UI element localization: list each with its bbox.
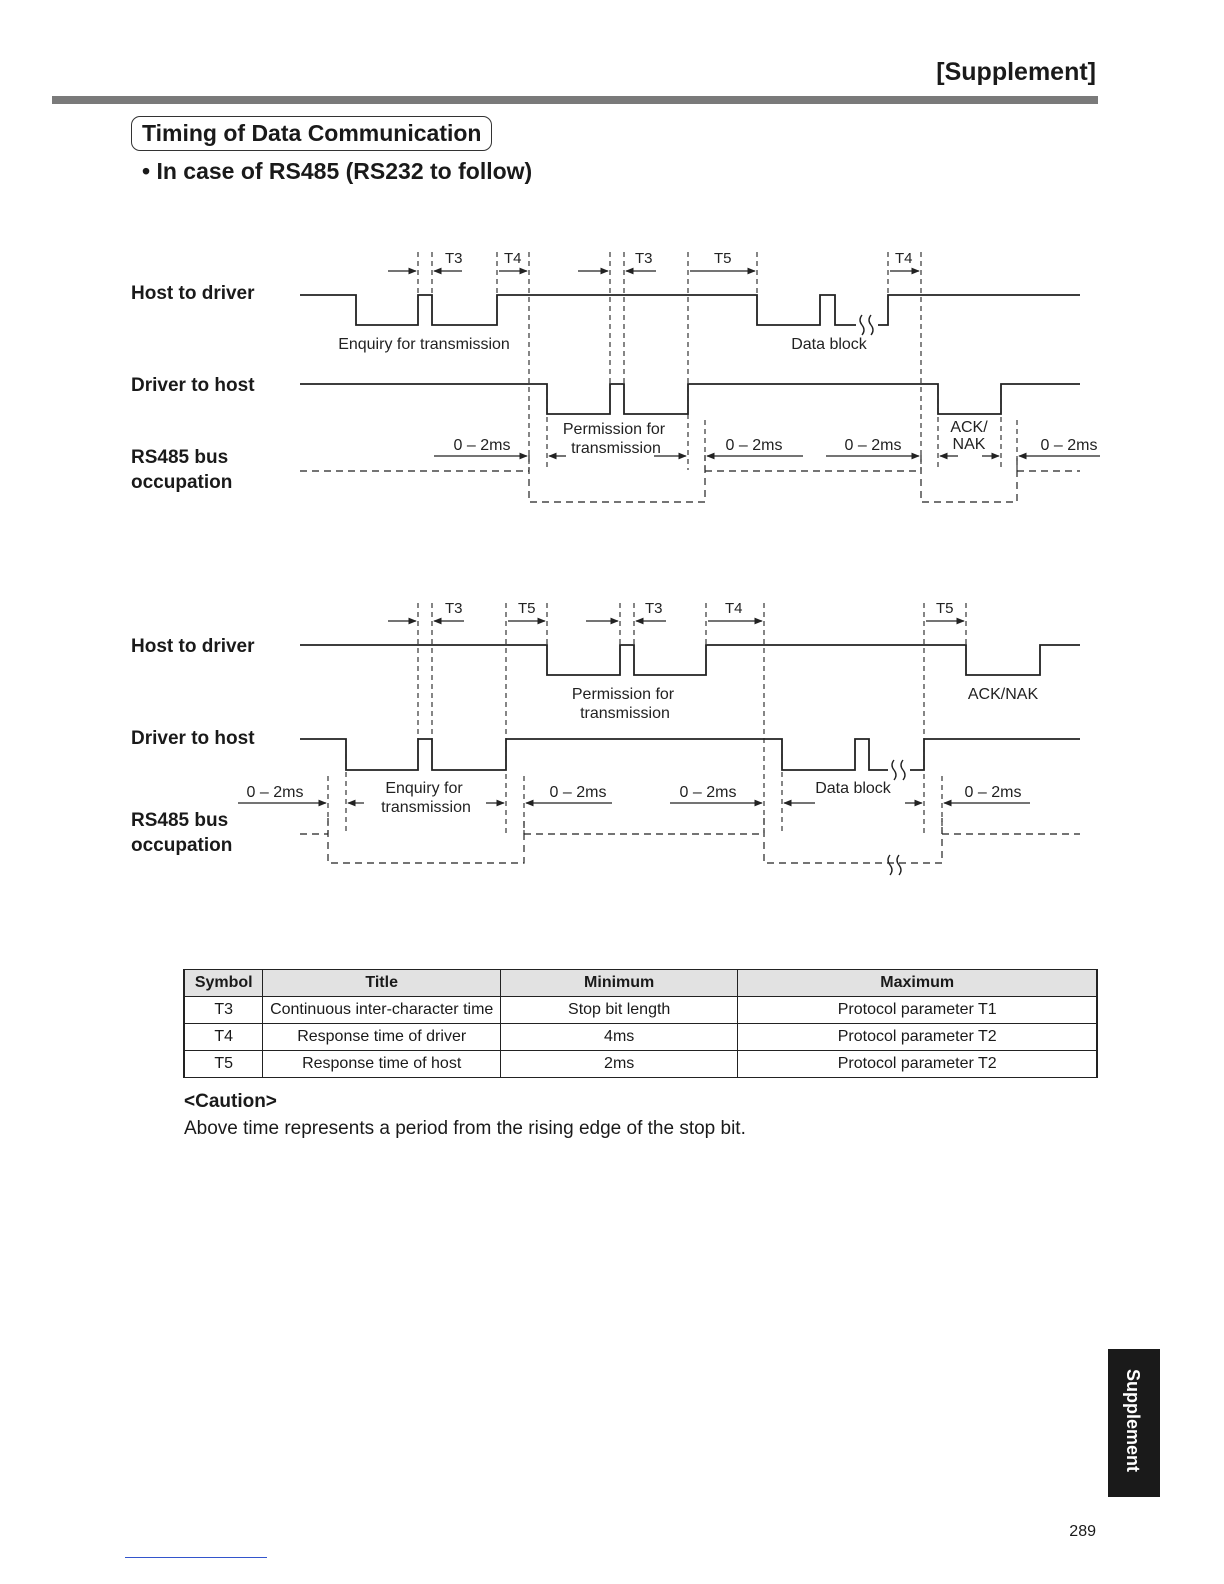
- signal-label-permission: Permission for: [562, 421, 666, 438]
- row-label-driver-to-host: Driver to host: [131, 728, 255, 749]
- cell-maximum: Protocol parameter T2: [738, 1051, 1097, 1078]
- signal-label-ack: NAK: [952, 436, 986, 453]
- timing-label: T3: [635, 250, 653, 267]
- timing-label: T3: [445, 600, 463, 617]
- timing-label: T3: [645, 600, 663, 617]
- footer-link-line: [125, 1557, 267, 1558]
- header-minimum: Minimum: [500, 970, 737, 997]
- row-label-occupation: occupation: [131, 835, 233, 856]
- timing-diagram-1: [131, 250, 1100, 502]
- signal-label-ack: ACK/: [950, 419, 988, 436]
- supplement-tab[interactable]: [1108, 1349, 1160, 1497]
- bus-occupation-2: [300, 818, 1080, 863]
- timing-label: T5: [518, 600, 536, 617]
- cell-symbol: T3: [184, 997, 263, 1024]
- bus-gap-label: 0 – 2ms: [1040, 437, 1098, 454]
- header-title: Title: [263, 970, 501, 997]
- table-row: [184, 1051, 1097, 1078]
- header-maximum: Maximum: [738, 970, 1097, 997]
- timing-label: T4: [504, 250, 522, 267]
- section-title: Timing of Data Communication: [131, 116, 492, 151]
- timing-spec-table: [183, 969, 1098, 1078]
- driver-signal-1: [300, 384, 1080, 414]
- section-header: [Supplement]: [936, 58, 1096, 86]
- cell-minimum: 4ms: [500, 1024, 737, 1051]
- table-row: [184, 1024, 1097, 1051]
- row-label-driver-to-host: Driver to host: [131, 375, 255, 396]
- bus-gap-label: 0 – 2ms: [549, 784, 607, 801]
- bus-gap-label: 0 – 2ms: [964, 784, 1022, 801]
- timing-label: T3: [445, 250, 463, 267]
- break-mark-3: [888, 855, 901, 875]
- signal-label-enquiry: Enquiry for: [385, 780, 463, 797]
- timing-label: T5: [714, 250, 732, 267]
- cell-minimum: 2ms: [500, 1051, 737, 1078]
- row-label-occupation: occupation: [131, 472, 233, 493]
- bus-gap-label: 0 – 2ms: [246, 784, 304, 801]
- timing-diagram-2: [131, 600, 1080, 875]
- break-mark-2: [892, 760, 905, 780]
- host-signal-2: [300, 645, 1080, 675]
- row-label-bus: RS485 bus: [131, 810, 229, 831]
- host-signal-1: [300, 295, 1080, 325]
- subtitle: • In case of RS485 (RS232 to follow): [142, 158, 533, 184]
- bus-occupation-1: [300, 455, 1080, 502]
- timing-label: T5: [936, 600, 954, 617]
- bus-gap-label: 0 – 2ms: [453, 437, 511, 454]
- table-row: [184, 997, 1097, 1024]
- signal-label-ack: ACK/NAK: [967, 686, 1039, 703]
- caution-text: Above time represents a period from the rising edge of the stop bit.: [184, 1118, 746, 1139]
- signal-label-enquiry: transmission: [381, 799, 471, 816]
- cell-minimum: Stop bit length: [500, 997, 737, 1024]
- cell-symbol: T5: [184, 1051, 263, 1078]
- bus-gap-label: 0 – 2ms: [725, 437, 783, 454]
- cell-title: Response time of host: [263, 1051, 501, 1078]
- supplement-tab-label: Supplement: [1123, 1369, 1143, 1473]
- row-label-bus: RS485 bus: [131, 447, 229, 468]
- cell-symbol: T4: [184, 1024, 263, 1051]
- signal-label-permission: transmission: [571, 440, 661, 457]
- timing-label: T4: [895, 250, 913, 267]
- timing-label: T4: [725, 600, 743, 617]
- row-label-host-to-driver: Host to driver: [131, 636, 255, 657]
- cell-maximum: Protocol parameter T1: [738, 997, 1097, 1024]
- driver-signal-2: [300, 739, 1080, 770]
- header-symbol: Symbol: [184, 970, 263, 997]
- signal-label-permission: transmission: [580, 705, 670, 722]
- page-number: 289: [1069, 1523, 1096, 1540]
- signal-label-enquiry: Enquiry for transmission: [338, 336, 510, 353]
- signal-label-data-block: Data block: [791, 336, 867, 353]
- cell-title: Response time of driver: [263, 1024, 501, 1051]
- break-mark-1: [860, 315, 873, 335]
- cell-maximum: Protocol parameter T2: [738, 1024, 1097, 1051]
- row-label-host-to-driver: Host to driver: [131, 283, 255, 304]
- caution-heading: <Caution>: [184, 1091, 277, 1112]
- signal-label-data-block: Data block: [815, 780, 891, 797]
- table-header-row: [184, 970, 1097, 997]
- signal-label-permission: Permission for: [571, 686, 675, 703]
- bus-gap-label: 0 – 2ms: [679, 784, 737, 801]
- bus-gap-label: 0 – 2ms: [844, 437, 902, 454]
- cell-title: Continuous inter-character time: [263, 997, 501, 1024]
